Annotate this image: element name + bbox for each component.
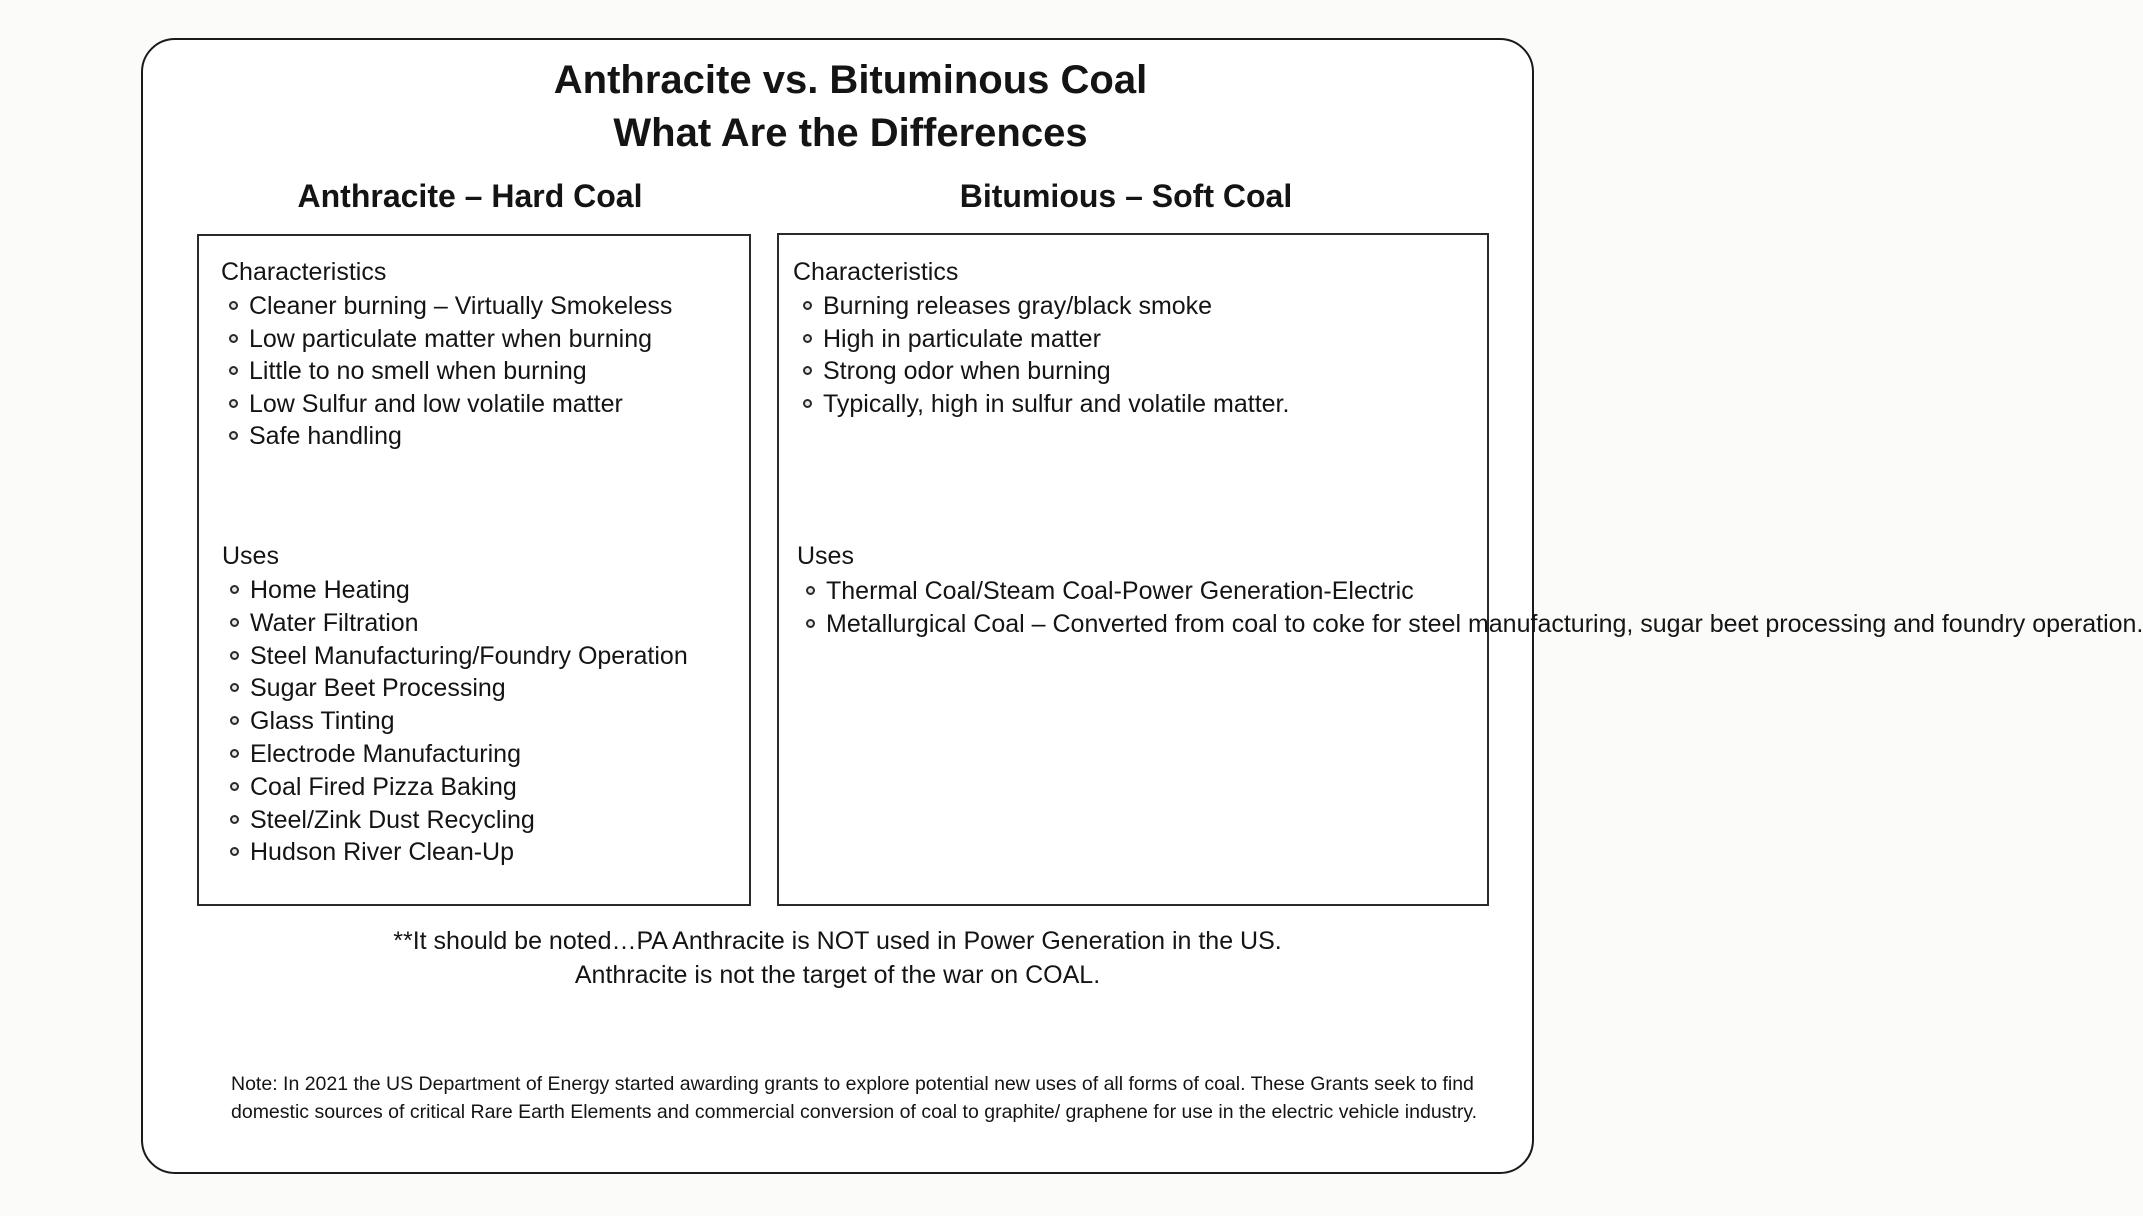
list-item (222, 804, 688, 837)
doe-grant-note: Note: In 2021 the US Department of Energy started awarding grants to explore potential new uses of all forms of coal. These Grants seek to find domestic sources of critical Rare Earth Elements and commercial conversion of coal to graphite/ graphene for use in the electric vehicle industry. (231, 1073, 1478, 1123)
bullet-icon (230, 782, 239, 791)
bullet-icon (230, 815, 239, 824)
bituminous-heading: Bitumious – Soft Coal (959, 178, 1293, 214)
bituminous-characteristics-label: Characteristics (793, 258, 959, 286)
list-item-text: Low particulate matter when burning (249, 324, 653, 353)
list-item-text: Coal Fired Pizza Baking (250, 772, 517, 801)
list-item-text: Safe handling (249, 422, 402, 451)
title-line-2: What Are the Differences (613, 111, 1088, 155)
bullet-icon (803, 399, 812, 408)
anthracite-heading: Anthracite – Hard Coal (297, 178, 643, 214)
list-item-text: Sugar Beet Processing (250, 674, 506, 703)
bullet-icon (806, 619, 815, 628)
anthracite-uses-label: Uses (222, 542, 279, 570)
page-title (0, 54, 1701, 160)
title-line-1: Anthracite vs. Bituminous Coal (553, 58, 1148, 102)
list-item (221, 323, 672, 356)
list-item (795, 290, 1289, 323)
bullet-icon (229, 399, 238, 408)
bullet-icon (229, 301, 238, 310)
bullet-icon (230, 683, 239, 692)
list-item (222, 705, 688, 738)
bullet-icon (803, 301, 812, 310)
bullet-icon (230, 749, 239, 758)
bullet-icon (230, 716, 239, 725)
list-item (222, 738, 688, 771)
bullet-icon (230, 618, 239, 627)
list-item-text: Metallurgical Coal – Converted from coal to coke for steel manufacturing, sugar beet processing and foundry operation. (826, 609, 2143, 638)
anthracite-characteristics-label: Characteristics (221, 258, 387, 286)
bullet-icon (803, 366, 812, 375)
bituminous-uses-label: Uses (797, 542, 854, 570)
list-item-text: Hudson River Clean-Up (250, 838, 515, 867)
list-item (222, 672, 688, 705)
list-item-text: High in particulate matter (823, 324, 1101, 353)
list-item-text: Burning releases gray/black smoke (823, 292, 1213, 320)
list-item (221, 420, 672, 453)
anthracite-uses-list (222, 574, 688, 869)
list-item (795, 388, 1289, 421)
list-item-text: Water Filtration (250, 608, 419, 637)
bituminous-characteristics-list (795, 290, 1289, 420)
bullet-icon (229, 366, 238, 375)
list-item (222, 640, 688, 673)
anthracite-characteristics-list (221, 290, 672, 453)
list-item (798, 608, 2143, 641)
list-item (221, 290, 672, 323)
list-item-text: Steel Manufacturing/Foundry Operation (250, 641, 688, 670)
footnote-line-2: Anthracite is not the target of the war on COAL. (574, 961, 1101, 989)
bullet-icon (806, 586, 815, 595)
list-item-text: Home Heating (250, 576, 410, 604)
bituminous-uses-list (798, 575, 2143, 640)
list-item (221, 388, 672, 421)
list-item-text: Electrode Manufacturing (250, 739, 521, 768)
bullet-icon (230, 651, 239, 660)
list-item-text: Low Sulfur and low volatile matter (249, 389, 623, 418)
list-item-text: Steel/Zink Dust Recycling (250, 805, 535, 834)
list-item (795, 355, 1289, 388)
list-item-text: Cleaner burning – Virtually Smokeless (249, 292, 673, 320)
footnote-line-1: **It should be noted…PA Anthracite is NOT used in Power Generation in the US. (393, 927, 1282, 955)
bullet-icon (230, 847, 239, 856)
bullet-icon (229, 431, 238, 440)
list-item (222, 771, 688, 804)
bullet-icon (229, 334, 238, 343)
list-item-text: Glass Tinting (250, 707, 395, 736)
list-item (222, 607, 688, 640)
list-item (222, 836, 688, 869)
list-item (795, 323, 1289, 356)
bullet-icon (230, 585, 239, 594)
list-item (798, 575, 1478, 608)
list-item (221, 355, 672, 388)
footnote (141, 924, 1534, 992)
list-item-text: Thermal Coal/Steam Coal-Power Generation-Electric (826, 577, 1414, 605)
bullet-icon (803, 334, 812, 343)
list-item-text: Little to no smell when burning (249, 357, 587, 386)
list-item-text: Typically, high in sulfur and volatile matter. (823, 389, 1290, 418)
list-item-text: Strong odor when burning (823, 357, 1111, 386)
list-item (222, 574, 688, 607)
